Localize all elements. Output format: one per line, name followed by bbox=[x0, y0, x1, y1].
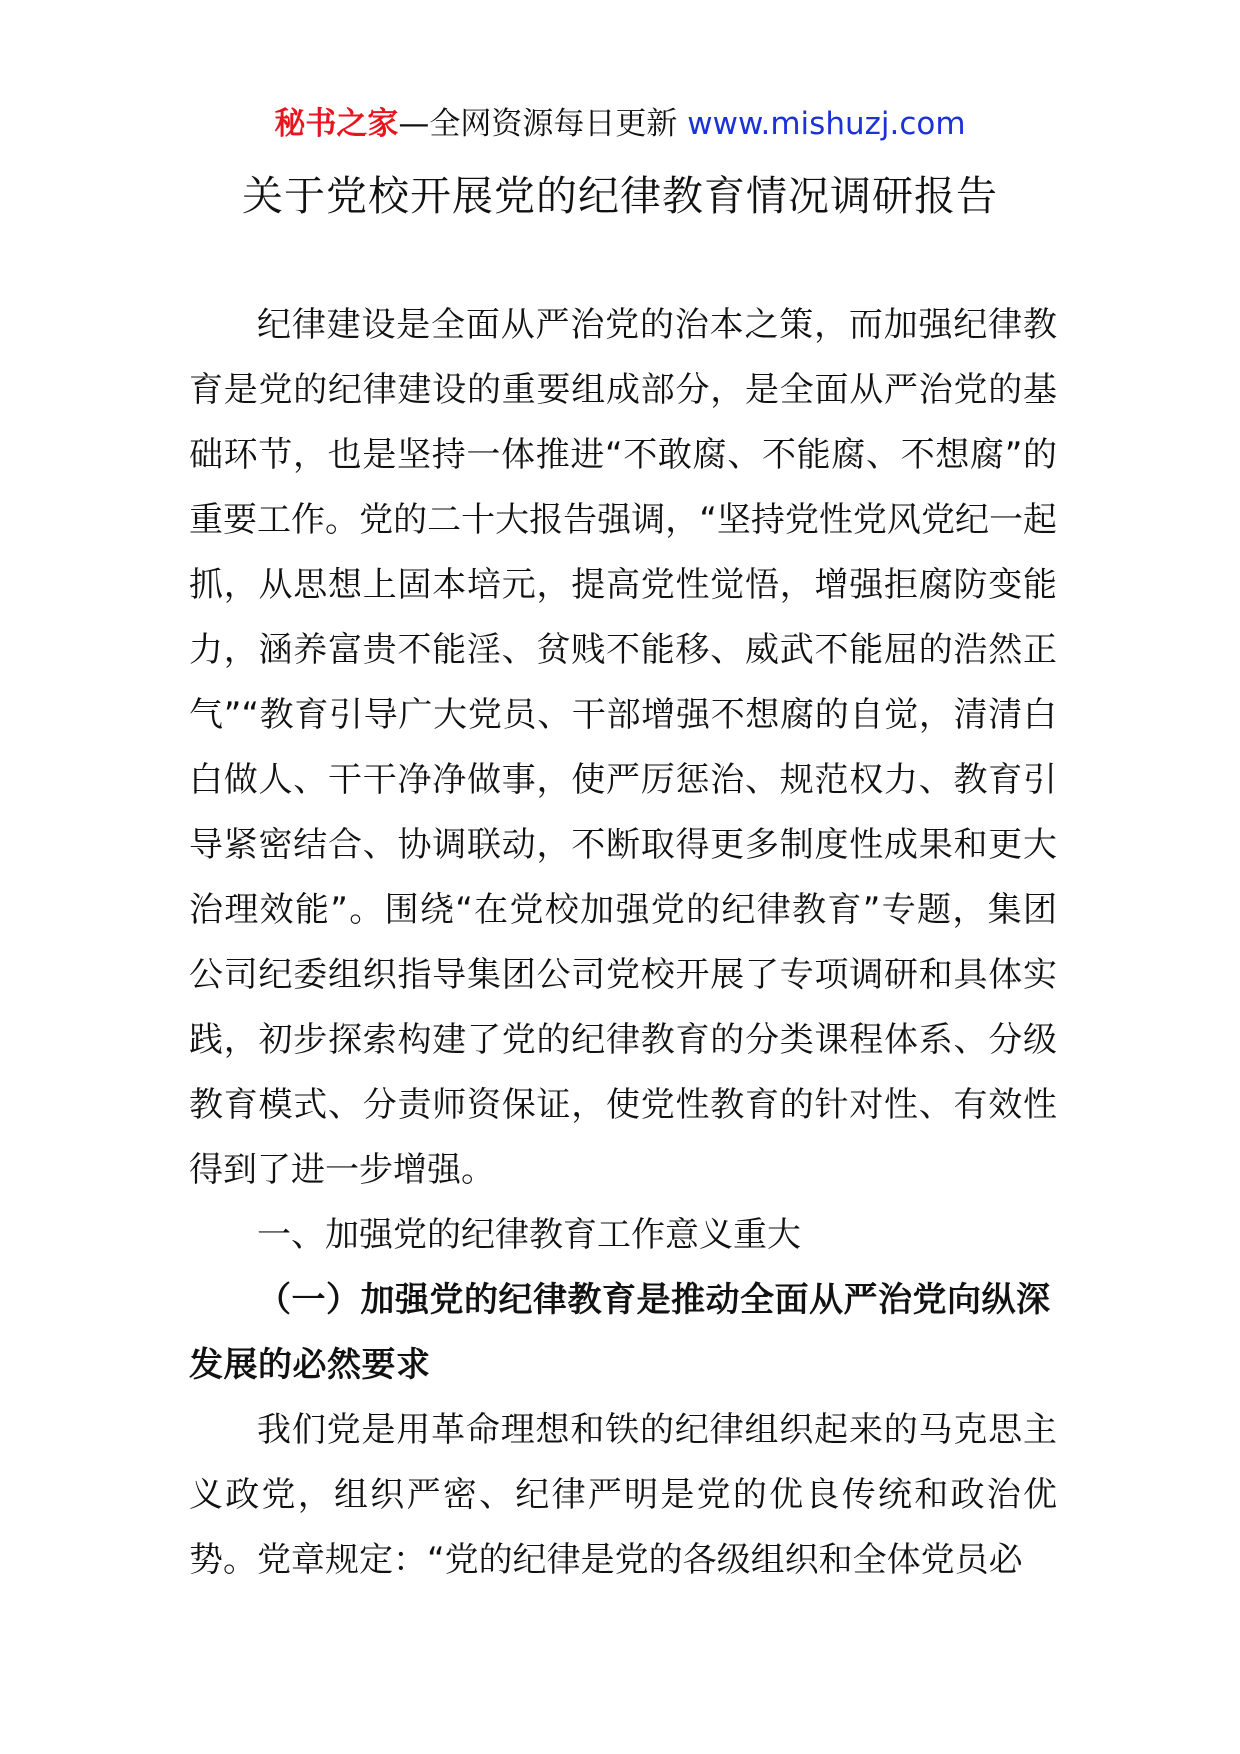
intro-paragraph: 纪律建设是全面从严治党的治本之策，而加强纪律教育是党的纪律建设的重要组成部分，是全面从严治党的基础环节，也是坚持一体推进“不敢腐、不能腐、不想腐”的重要工作。党的二十大报告强调，“坚持党性党风党纪一起抓，从思想上固本培元，提高党性觉悟，增强拒腐防变能力，涵养富贵不能淫、贫贱不能移、威武不能屈的浩然正气”“教育引导广大党员、干部增强不想腐的自觉，清清白白做人、干干净净做事，使严厉惩治、规范权力、教育引导紧密结合、协调联动，不断取得更多制度性成果和更大治理效能”。围绕“在党校加强党的纪律教育”专题，集团公司纪委组织指导集团公司党校开展了专项调研和具体实践，初步探索构建了党的纪律教育的分类课程体系、分级教育模式、分责师资保证，使党性教育的针对性、有效性得到了进一步增强。 bbox=[189, 305, 1057, 1190]
document-body bbox=[189, 293, 1057, 1593]
section-heading: 一、加强党的纪律教育工作意义重大 bbox=[257, 1215, 801, 1255]
document-title: 关于党校开展党的纪律教育情况调研报告 bbox=[242, 172, 998, 220]
watermark-header bbox=[0, 102, 1240, 146]
brand-name: 秘书之家 bbox=[274, 106, 399, 142]
subsection-paragraph: 我们党是用革命理想和铁的纪律组织起来的马克思主义政党，组织严密、纪律严明是党的优良传统和政治优势。党章规定：“党的纪律是党的各级组织和全体党员必 bbox=[189, 1410, 1057, 1580]
subsection-heading: （一）加强党的纪律教育是推动全面从严治党向纵深发展的必然要求 bbox=[189, 1280, 1051, 1385]
header-tagline: —全网资源每日更新 bbox=[398, 106, 688, 142]
website-link[interactable]: www.mishuzj.com bbox=[687, 106, 966, 142]
